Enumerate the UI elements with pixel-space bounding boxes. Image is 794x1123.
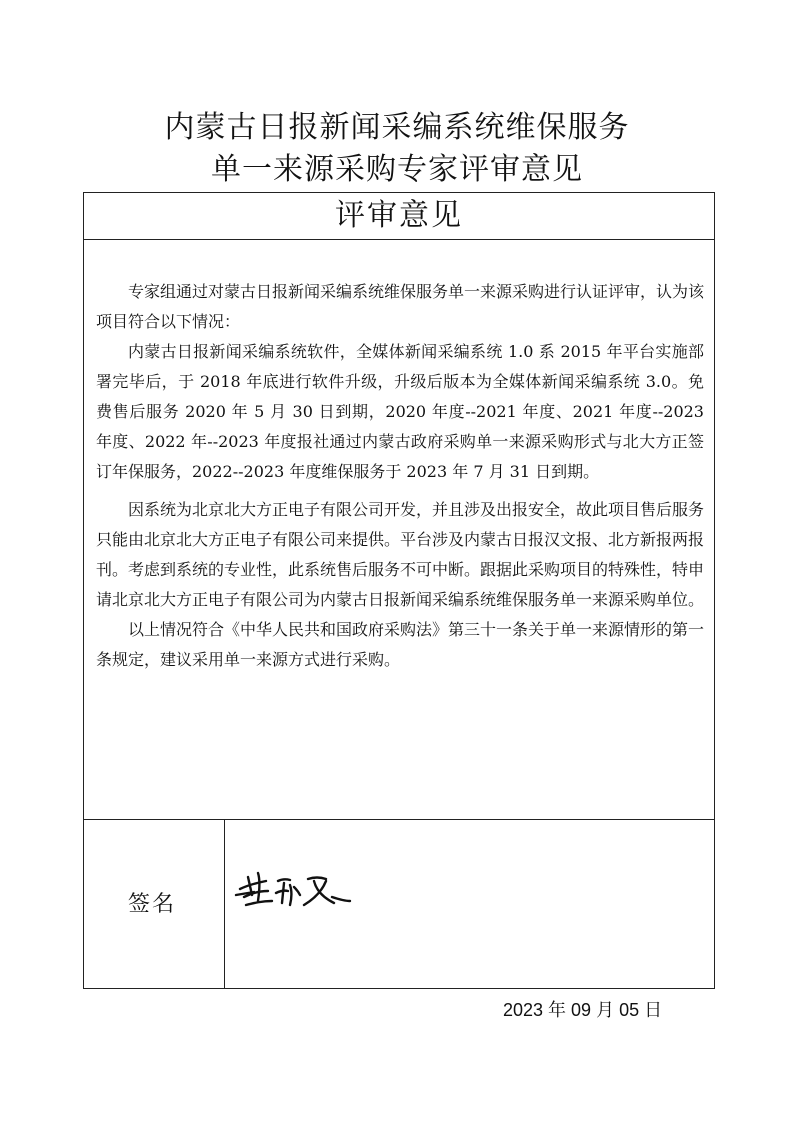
document-title-line-2: 单一来源采购专家评审意见 — [211, 152, 583, 187]
opinion-paragraph-1: 专家组通过对蒙古日报新闻采编系统维保服务单一来源采购进行认证评审，认为该项目符合以下情况： — [96, 282, 705, 331]
review-opinion-body — [84, 277, 714, 675]
handwritten-signature — [234, 861, 354, 921]
document-title-line-1: 内蒙古日报新闻采编系统维保服务 — [164, 110, 630, 145]
signature-column-divider — [224, 819, 225, 988]
signature-row-divider — [84, 819, 714, 820]
opinion-paragraph-4: 以上情况符合《中华人民共和国政府采购法》第三十一条关于单一来源情形的第一条规定，建议采用单一来源方式进行采购。 — [96, 620, 705, 669]
heading-divider — [84, 239, 714, 240]
document-date: 2023 年 09 月 05 日 — [503, 1000, 663, 1020]
review-form-table — [83, 192, 715, 989]
signature-label: 签名 — [128, 892, 177, 917]
opinion-paragraph-2: 内蒙古日报新闻采编系统软件，全媒体新闻采编系统 1.0 系 2015 年平台实施部署完毕后，于 2018 年底进行软件升级，升级后版本为全媒体新闻采编系统 3.0。免费售后服务 2020 年 5 月 30 日到期，2020 年度--2021 年度、2021 年度--2023 年度、2022 年--2023 年度报社通过内蒙古政府采购单一来源采购形式与北大方正签订年保服务，2022--2023 年度维保服务于 2023 年 7 月 31 日到期。 — [96, 342, 704, 481]
review-section-heading: 评审意见 — [335, 198, 463, 233]
opinion-paragraph-3: 因系统为北京北大方正电子有限公司开发，并且涉及出报安全，故此项目售后服务只能由北京北大方正电子有限公司来提供。平台涉及内蒙古日报汉文报、北方新报两报刊。考虑到系统的专业性，此系统售后服务不可中断。跟据此采购项目的特殊性，特申请北京北大方正电子有限公司为内蒙古日报新闻采编系统维保服务单一来源采购单位。 — [96, 500, 705, 609]
